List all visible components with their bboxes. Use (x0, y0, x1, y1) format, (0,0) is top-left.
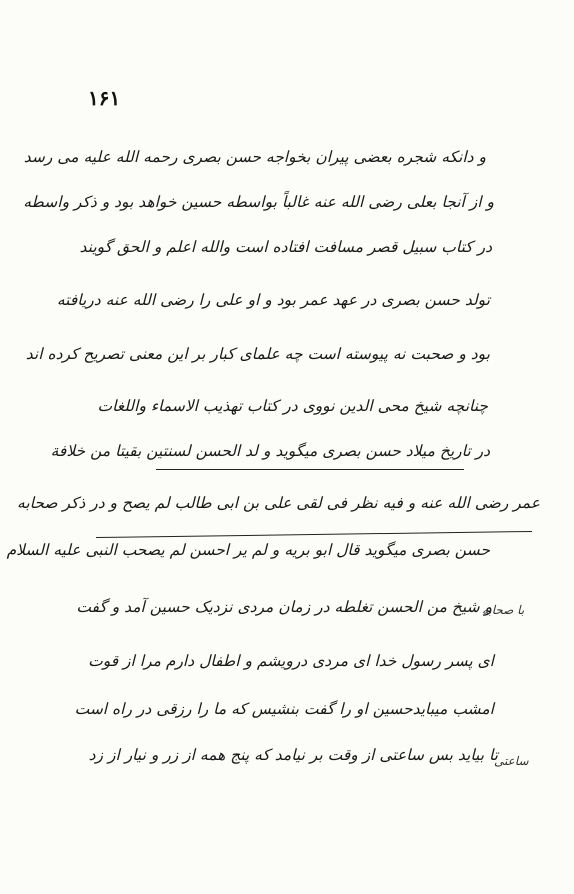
text-line-12: امشب میبایدحسین او را گفت بنشیس که ما را رزقی در راه است (74, 700, 494, 718)
underline-2 (96, 531, 532, 538)
text-line-1: و دانکه شجره بعضی پیران بخواجه حسن بصری رحمه الله علیه می رسد (23, 148, 486, 166)
text-line-8: عمر رضی الله عنه و فیه نظر فی لقی علی بن ابی طالب لم یصح و در ذکر صحابه (17, 494, 540, 512)
text-line-3: در کتاب سبیل قصر مسافت افتاده است والله اعلم و الحق گویند (79, 238, 492, 256)
page-number: ۱۶۱ (88, 86, 121, 110)
text-line-10: و شیخ من الحسن تغلطه در زمان مردی نزدیک حسین آمد و گفت (76, 598, 492, 616)
text-line-5: بود و صحبت نه پیوسته است چه علمای کبار بر این معنی تصریح کرده اند (25, 345, 490, 363)
text-line-2: و از آنجا بعلی رضی الله عنه غالباً بواسطه حسین خواهد بود و ذکر واسطه (23, 193, 494, 211)
text-line-9: حسن بصری میگوید قال ابو بریه و لم یر احسن لم یصحب النبی علیه السلام (6, 541, 490, 559)
text-line-7: در تاریخ میلاد حسن بصری میگوید و لد الحسن لسنتین بقیتا من خلافة (50, 442, 490, 460)
text-line-13: تا بیاید بس ساعتی از وقت بر نیامد که پنج همه از زر و نیار از زد (88, 746, 498, 764)
underline-1 (156, 469, 464, 470)
text-line-6: چنانچه شیخ محی الدین نووی در کتاب تهذیب الاسماء واللغات (97, 397, 488, 415)
text-line-11: ای پسر رسول خدا ای مردی درویشم و اطفال دارم مرا از قوت (88, 652, 494, 670)
text-line-4: تولد حسن بصری در عهد عمر بود و او علی را رضی الله عنه دریافته (56, 291, 490, 309)
margin-note-1: با صحابه (482, 603, 525, 617)
margin-note-2: ساعتی (494, 754, 529, 768)
